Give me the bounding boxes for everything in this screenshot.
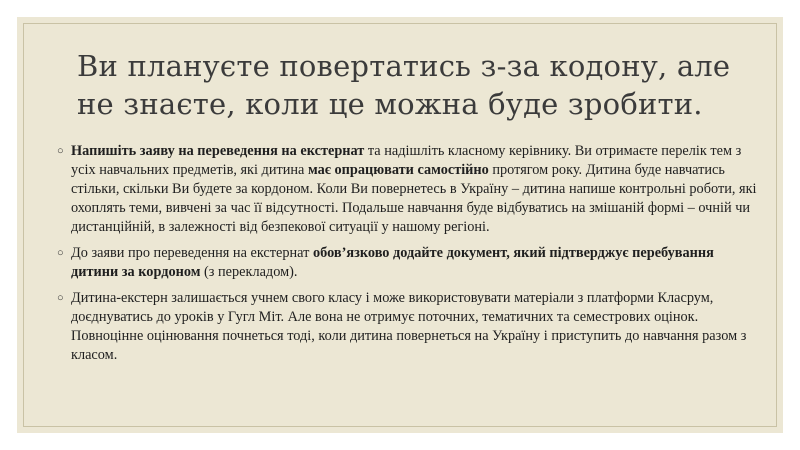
bullet-text-bold: Напишіть заяву на переведення на екстернат [71, 143, 365, 159]
slide [17, 17, 783, 433]
bullet-item-external-student-status [59, 289, 759, 365]
bullet-item-required-document [59, 244, 759, 282]
bullet-text-bold: має опрацювати самостійно [307, 162, 489, 178]
bullet-text-bold: обов’язково додайте документ, який підтверджує перебування дитини за кордоном [71, 245, 714, 280]
hollow-circle-bullet-icon: ○ [57, 247, 64, 259]
bullet-text: До заяви про переведення на екстернат [71, 245, 313, 261]
bullet-list [59, 142, 759, 372]
bullet-text: Дитина-екстерн залишається учнем свого класу і може використовувати матеріали з платформи Класрум, доєднуватись до уроків у Гугл Міт. Але вона не отримує поточних, тематичних та семестрових оцінок. Повноцінне оцінювання почнеться тоді, коли дитина повернеться на Україну і приступить до навчання разом з класом. [71, 290, 747, 363]
bullet-text: протягом року. Дитина буде навчатись стільки, скільки Ви будете за кордоном. Коли Ви повернетесь в Україну – дитина напише контрольні роботи, які охоплять теми, вивчені за час її відсутності. Подальше навчання буде відбуватись на змішаній формі – очній чи дистанційній, в залежності від безпекової ситуації у нашому регіоні. [71, 162, 757, 235]
hollow-circle-bullet-icon: ○ [57, 145, 64, 157]
bullet-item-externship-application [59, 142, 759, 237]
bullet-text: та надішліть класному керівнику. Ви отримаєте перелік тем з усіх навчальних предметів, які дитина [71, 143, 742, 178]
slide-title: Ви плануєте повертатись з-за кодону, але не знаєте, коли це можна буде зробити. [77, 49, 731, 121]
bullet-text: (з перекладом). [200, 264, 298, 280]
hollow-circle-bullet-icon: ○ [57, 292, 64, 304]
